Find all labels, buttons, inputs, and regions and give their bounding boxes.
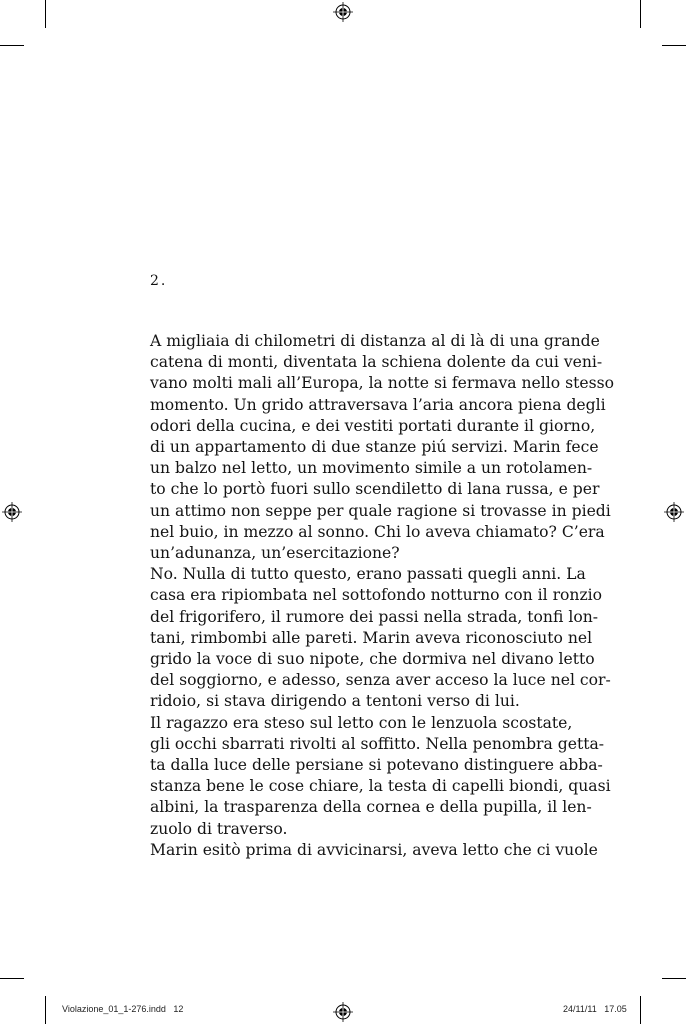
crop-mark <box>45 0 46 28</box>
text-line: to che lo portò fuori sullo scendiletto di lana russa, e per <box>150 480 600 499</box>
crop-mark <box>640 0 641 28</box>
text-line: momento. Un grido attraversava l’aria ancora piena degli <box>150 395 606 414</box>
text-line: tani, rimbombi alle pareti. Marin aveva riconosciuto nel <box>150 628 593 647</box>
registration-mark-icon <box>664 502 684 522</box>
text-line: Marin esitò prima di avvicinarsi, aveva letto che ci vuole <box>150 840 598 859</box>
text-line: A migliaia di chilometri di distanza al di là di una grande <box>150 332 600 350</box>
slug-date: 24/11/11 17.05 <box>563 1004 627 1014</box>
text-line: casa era ripiombata nel sottofondo notturno con il ronzio <box>150 586 603 605</box>
slug-filename: Violazione_01_1-276.indd 12 <box>62 1004 184 1014</box>
text-line: del soggiorno, e adesso, senza aver acceso la luce nel cor- <box>150 671 611 690</box>
registration-mark-icon <box>2 502 22 522</box>
text-line: ta dalla luce delle persiane si potevano distinguere abba- <box>150 756 603 775</box>
text-line: albini, la trasparenza della cornea e della pupilla, il len- <box>150 798 592 817</box>
text-line: grido la voce di suo nipote, che dormiva nel divano letto <box>150 650 595 669</box>
text-line: un’adunanza, un’esercitazione? <box>150 544 400 563</box>
body-text <box>150 331 614 861</box>
chapter-number: 2. <box>150 273 168 289</box>
crop-mark <box>662 978 686 979</box>
text-line: gli occhi sbarrati rivolti al soffitto. Nella penombra getta- <box>150 734 605 753</box>
text-line: nel buio, in mezzo al sonno. Chi lo aveva chiamato? C’era <box>150 522 605 541</box>
registration-mark-icon <box>333 1002 353 1022</box>
crop-mark <box>640 996 641 1024</box>
text-line: odori della cucina, e dei vestiti portati durante il giorno, <box>150 416 596 435</box>
text-line: stanza bene le cose chiare, la testa di capelli biondi, quasi <box>150 777 611 796</box>
text-line: vano molti mali all’Europa, la notte si fermava nello stesso <box>150 374 614 393</box>
crop-mark <box>0 978 24 979</box>
text-line: del frigorifero, il rumore dei passi nella strada, tonfi lon- <box>150 607 599 626</box>
text-line: un balzo nel letto, un movimento simile a un rotolamen- <box>150 459 593 478</box>
crop-mark <box>0 45 24 46</box>
text-line: No. Nulla di tutto questo, erano passati quegli anni. La <box>150 565 586 584</box>
text-line: ridoio, si stava dirigendo a tentoni verso di lui. <box>150 692 520 711</box>
text-line: catena di monti, diventata la schiena dolente da cui veni- <box>150 353 603 372</box>
text-line: zuolo di traverso. <box>150 819 288 838</box>
crop-mark <box>45 996 46 1024</box>
text-line: Il ragazzo era steso sul letto con le lenzuola scostate, <box>150 713 573 732</box>
text-line: di un appartamento di due stanze piú servizi. Marin fece <box>150 438 599 457</box>
crop-mark <box>662 45 686 46</box>
text-line: un attimo non seppe per quale ragione si trovasse in piedi <box>150 501 611 520</box>
registration-mark-icon <box>333 2 353 22</box>
